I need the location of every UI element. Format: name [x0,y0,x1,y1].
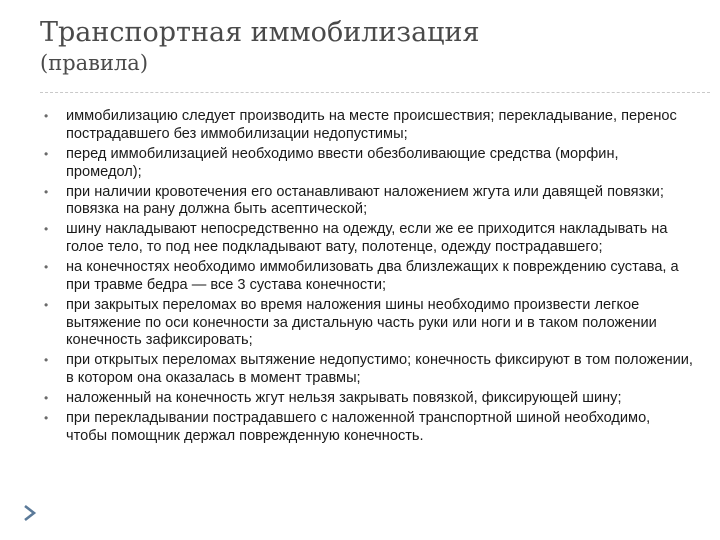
list-item-text: на конечностях необходимо иммобилизовать два близлежащих к повреждению сустава, а при травме бедра — все 3 сустава конечности; [66,259,679,293]
bullet-icon: • [44,353,49,368]
list-item [44,297,694,350]
title-divider [40,92,710,93]
list-item-text: наложенный на конечность жгут нельзя закрывать повязкой, фиксирующей шину; [66,390,622,407]
bullet-icon: • [44,222,49,237]
bullet-icon: • [44,184,49,199]
bullet-icon: • [44,109,49,123]
bullet-icon: • [44,146,49,161]
list-item [44,259,694,294]
list-item [44,352,694,387]
list-item [44,184,694,219]
bullet-icon: • [44,411,49,426]
list-item-text: при открытых переломах вытяжение недопустимо; конечность фиксируют в том положении, в котором она оказалась в момент травмы; [66,352,693,387]
list-item [44,146,694,181]
list-item-text: иммобилизацию следует производить на месте происшествия; перекладывание, перенос пострадавшего без иммобилизации недопустимы; [66,108,677,142]
rules-list [44,108,694,448]
bullet-icon: • [44,297,49,312]
list-item-text: при наличии кровотечения его останавливают наложением жгута или давящей повязки; повязка на рану должна быть асептической; [66,183,664,218]
list-item [44,410,694,445]
bullet-icon: • [44,391,49,406]
title-subtitle: (правила) [40,51,149,75]
list-item-text: при закрытых переломах во время наложения шины необходимо произвести легкое вытяжение по оси конечности за дистальную часть руки или ноги и в таком положении конечность зафиксировать; [66,296,657,349]
list-item-text: при перекладывании пострадавшего с наложенной транспортной шиной необходимо, чтобы помощник держал поврежденную конечность. [66,410,651,445]
list-item-text: шину накладывают непосредственно на одежду, если же ее приходится накладывать на голое тело, то под нее подкладывают вату, полотенце, одежду пострадавшего; [66,221,668,256]
slide-title [40,14,700,78]
list-item [44,390,694,408]
list-item-text: перед иммобилизацией необходимо ввести обезболивающие средства (морфин, промедол); [66,145,619,180]
chevron-right-icon [22,504,38,522]
bullet-icon: • [44,260,49,275]
list-item [44,221,694,256]
list-item [44,108,694,143]
title-main: Транспортная иммобилизация [40,17,480,48]
